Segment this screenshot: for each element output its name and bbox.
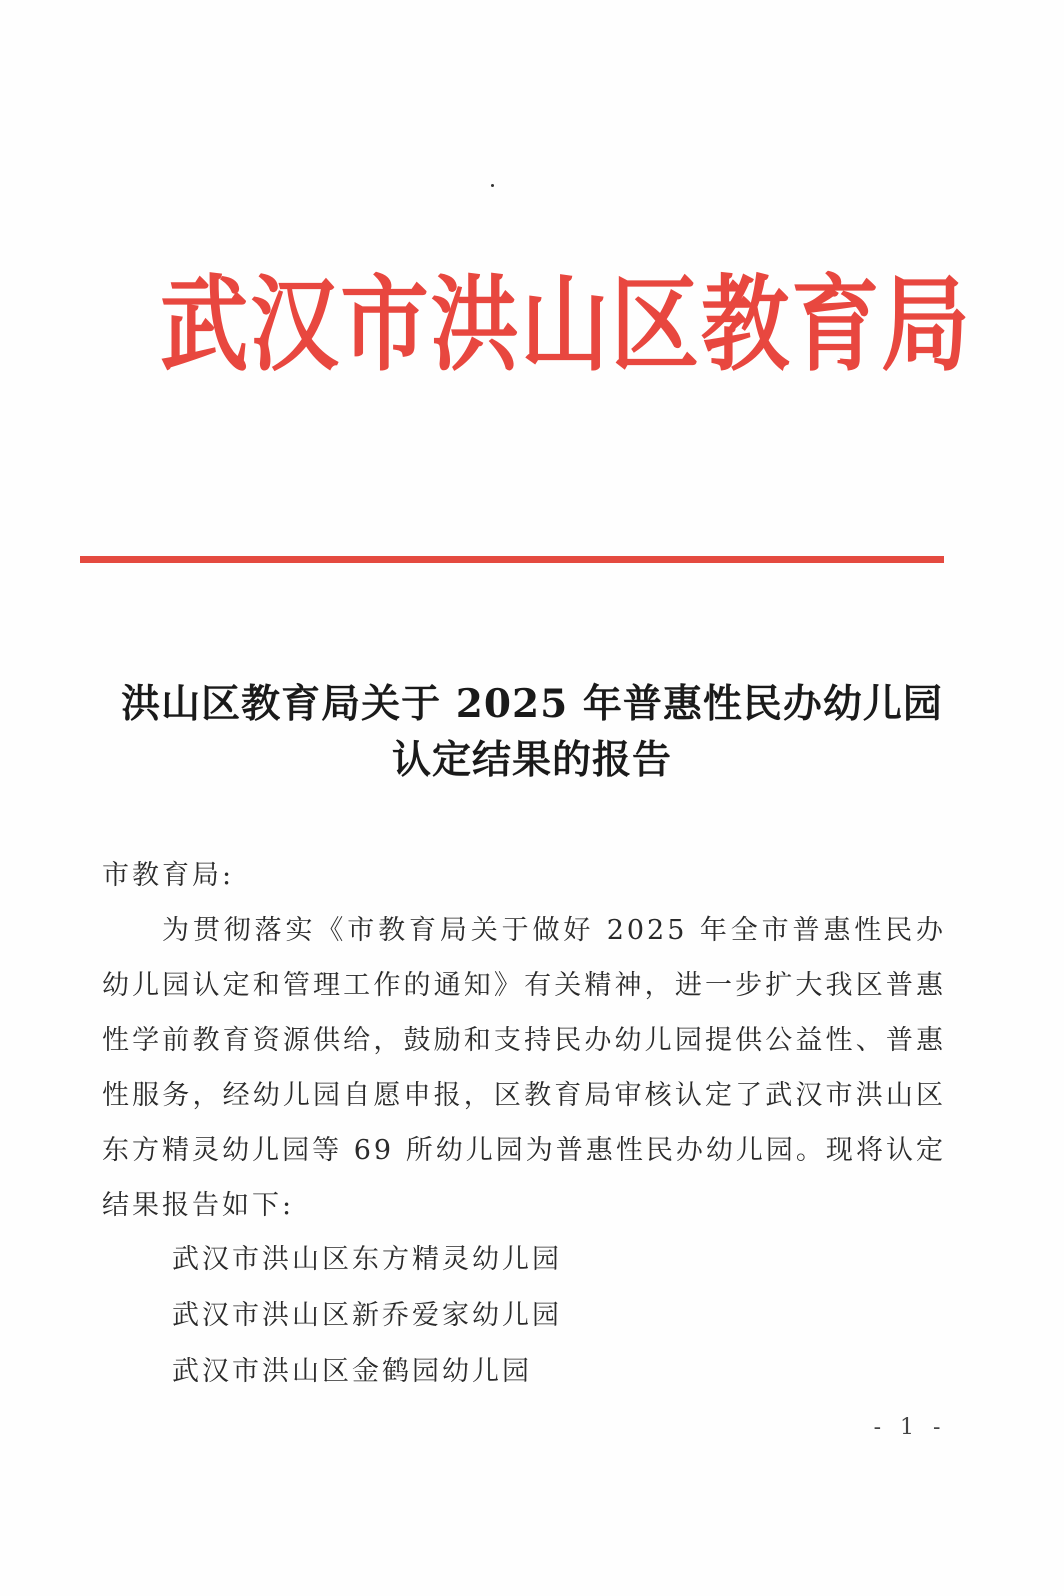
- page-number: - 1 -: [873, 1415, 947, 1440]
- document-title-line-1: 洪山区教育局关于 2025 年普惠性民办幼儿园: [121, 681, 943, 727]
- masthead-title: 武汉市洪山区教育局: [160, 263, 972, 386]
- school-list-item: 武汉市洪山区新乔爱家幼儿园: [172, 1300, 562, 1331]
- salutation: 市教育局:: [102, 860, 235, 891]
- school-list-item: 武汉市洪山区东方精灵幼儿园: [172, 1244, 562, 1275]
- document-title-line-2: 认定结果的报告: [391, 737, 672, 783]
- document-title: [100, 676, 964, 788]
- scan-speck: [491, 184, 494, 187]
- school-list-item: 武汉市洪山区金鹤园幼儿园: [172, 1356, 532, 1387]
- school-list: [172, 1232, 562, 1400]
- red-divider-rule: [80, 556, 944, 563]
- body-paragraph: 为贯彻落实《市教育局关于做好 2025 年全市普惠性民办幼儿园认定和管理工作的通知》有关精神，进一步扩大我区普惠性学前教育资源供给，鼓励和支持民办幼儿园提供公益性、普惠性服务，经幼儿园自愿申报，区教育局审核认定了武汉市洪山区东方精灵幼儿园等 69 所幼儿园为普惠性民办幼儿园。现将认定结果报告如下:: [102, 915, 946, 1221]
